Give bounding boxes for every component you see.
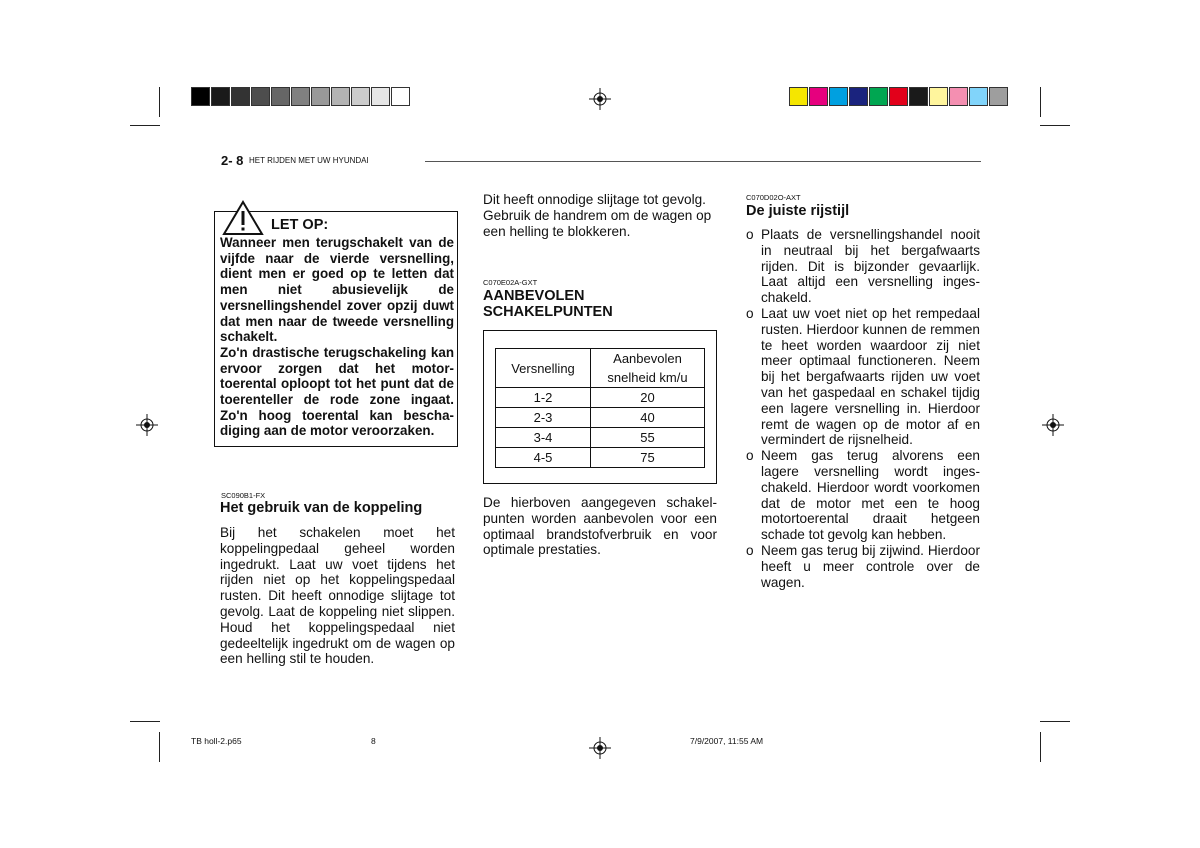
footer-page-number: 8 xyxy=(371,736,376,746)
registration-mark-icon xyxy=(136,414,158,436)
heading-line: SCHAKELPUNTEN xyxy=(483,304,613,320)
warning-title: LET OP: xyxy=(271,217,329,233)
shift-points-note: De hierboven aangegeven schakel-punten worden aanbevolen voor een optimaal brandstofverbruik en voor optimale prestaties. xyxy=(483,495,717,558)
section-code: C070E02A-GXT xyxy=(483,278,538,287)
footer-date: 7/9/2007, 11:55 AM xyxy=(690,736,764,746)
gray-swatch xyxy=(191,87,210,106)
list-item-text: Plaats de versnellingshandel nooit in neutraal bij het bergafwaarts rijden. Dit is bijzonder gevaarlijk. Laat altijd een versnelling inges-chakeld. xyxy=(761,227,980,306)
gear-cell: 3-4 xyxy=(496,428,591,448)
gray-swatch xyxy=(391,87,410,106)
gray-swatch xyxy=(331,87,350,106)
gray-swatch xyxy=(351,87,370,106)
table-header-row xyxy=(496,349,705,388)
header-cell: Versnelling xyxy=(496,349,591,388)
shift-points-table xyxy=(495,348,705,468)
list-item xyxy=(746,448,980,543)
gray-swatch xyxy=(231,87,250,106)
cyan-swatch xyxy=(829,87,848,106)
clutch-text: Bij het schakelen moet het koppelingpedaal geheel worden ingedrukt. Laat uw voet tijdens het rijden niet op het koppelingspedaal rusten. Dit heeft onnodige slijtage tot gevolg. Laat de koppeling niet slippen. Houd het koppelingspedaal niet gedeeltelijk ingedrukt om de wagen op een helling stil te houden. xyxy=(220,525,455,667)
bullet-marker: o xyxy=(746,227,754,242)
list-item xyxy=(746,543,980,590)
bullet-marker: o xyxy=(746,305,754,321)
pink-swatch xyxy=(949,87,968,106)
crop-mark xyxy=(159,87,160,117)
warning-paragraph: Wanneer men terugschakelt van de vijfde naar de vierde versnelling, dient men er goed op te letten dat men niet abusievelijk de versnellingshendel zover opzij duwt dat men naar de tweede versnelling schakelt. xyxy=(220,235,454,345)
warning-text xyxy=(220,235,454,439)
bullet-marker: o xyxy=(746,542,754,558)
table-row xyxy=(496,448,705,468)
table-row xyxy=(496,428,705,448)
gear-cell: 1-2 xyxy=(496,388,591,408)
yellow-swatch xyxy=(789,87,808,106)
warning-paragraph: Zo'n drastische terugschakeling kan ervoor zorgen dat het motor-toerental oploopt tot het punt dat de toerenteller de rode zone ingaat. Zo'n hoog toerental kan bescha-diging aan de motor veroorzaken. xyxy=(220,344,454,439)
table-row xyxy=(496,388,705,408)
color-calibration-bar xyxy=(789,87,1009,106)
light-yellow-swatch xyxy=(929,87,948,106)
shift-points-heading xyxy=(483,288,613,320)
section-code: C070D02O-AXT xyxy=(746,193,801,202)
black-swatch xyxy=(909,87,928,106)
crop-mark xyxy=(130,125,160,126)
gray-swatch xyxy=(251,87,270,106)
blue-swatch xyxy=(849,87,868,106)
gray-swatch xyxy=(311,87,330,106)
header-rule xyxy=(425,161,981,162)
registration-mark-icon xyxy=(1042,414,1064,436)
header-line: snelheid km/u xyxy=(607,370,688,385)
crop-mark xyxy=(1040,87,1041,117)
table-row xyxy=(496,408,705,428)
list-item-text: Laat uw voet niet op het rempedaal rusten. Hierdoor kunnen de remmen te heet worden waardoor zij niet meer optimaal functioneren. Neem bij het bergafwaarts rijden uw voet van het gaspedaal en schakel tijdig een lagere versnelling in. Hierdoor remt de wagen op de motor af en vermindert de rijsnelheid. xyxy=(761,305,980,448)
header-cell xyxy=(591,349,705,388)
crop-mark xyxy=(159,732,160,762)
red-swatch xyxy=(889,87,908,106)
page-number: 2- 8 xyxy=(221,153,244,168)
driving-tips-list xyxy=(746,227,980,590)
gray-swatch xyxy=(271,87,290,106)
warning-triangle-icon xyxy=(222,200,264,236)
heading-line: AANBEVOLEN xyxy=(483,288,585,304)
list-item-text: Neem gas terug alvorens een lagere versnelling wordt inges-chakeld. Hierdoor wordt voorkomen dat de motor met een te hoog motortoerental draait hetgeen schade tot gevolg kan hebben. xyxy=(761,448,980,543)
list-item-text: Neem gas terug bij zijwind. Hierdoor heeft u meer controle over de wagen. xyxy=(761,542,980,590)
gray-swatch xyxy=(291,87,310,106)
speed-cell: 75 xyxy=(591,448,705,468)
speed-cell: 55 xyxy=(591,428,705,448)
gray-swatch xyxy=(371,87,390,106)
list-item xyxy=(746,227,980,306)
gear-cell: 4-5 xyxy=(496,448,591,468)
speed-cell: 20 xyxy=(591,388,705,408)
section-code: SC090B1-FX xyxy=(221,491,266,500)
footer-filename: TB holl-2.p65 xyxy=(191,736,242,746)
speed-cell: 40 xyxy=(591,408,705,428)
crop-mark xyxy=(1040,721,1070,722)
list-item xyxy=(746,306,980,448)
clutch-heading: Het gebruik van de koppeling xyxy=(220,500,423,516)
registration-mark-icon xyxy=(589,88,611,110)
gear-cell: 2-3 xyxy=(496,408,591,428)
gray-swatch xyxy=(989,87,1008,106)
section-title: HET RIJDEN MET UW HYUNDAI xyxy=(249,156,369,165)
bullet-marker: o xyxy=(746,448,754,464)
crop-mark xyxy=(1040,125,1070,126)
header-line: Aanbevolen xyxy=(613,351,682,366)
green-swatch xyxy=(869,87,888,106)
grayscale-calibration-bar xyxy=(191,87,411,106)
registration-mark-icon xyxy=(589,737,611,759)
light-blue-swatch xyxy=(969,87,988,106)
crop-mark xyxy=(1040,732,1041,762)
driving-style-heading: De juiste rijstijl xyxy=(746,203,850,219)
gray-swatch xyxy=(211,87,230,106)
continued-text: Dit heeft onnodige slijtage tot gevolg. Gebruik de handrem om de wagen op een helling te blokkeren. xyxy=(483,192,712,239)
magenta-swatch xyxy=(809,87,828,106)
crop-mark xyxy=(130,721,160,722)
